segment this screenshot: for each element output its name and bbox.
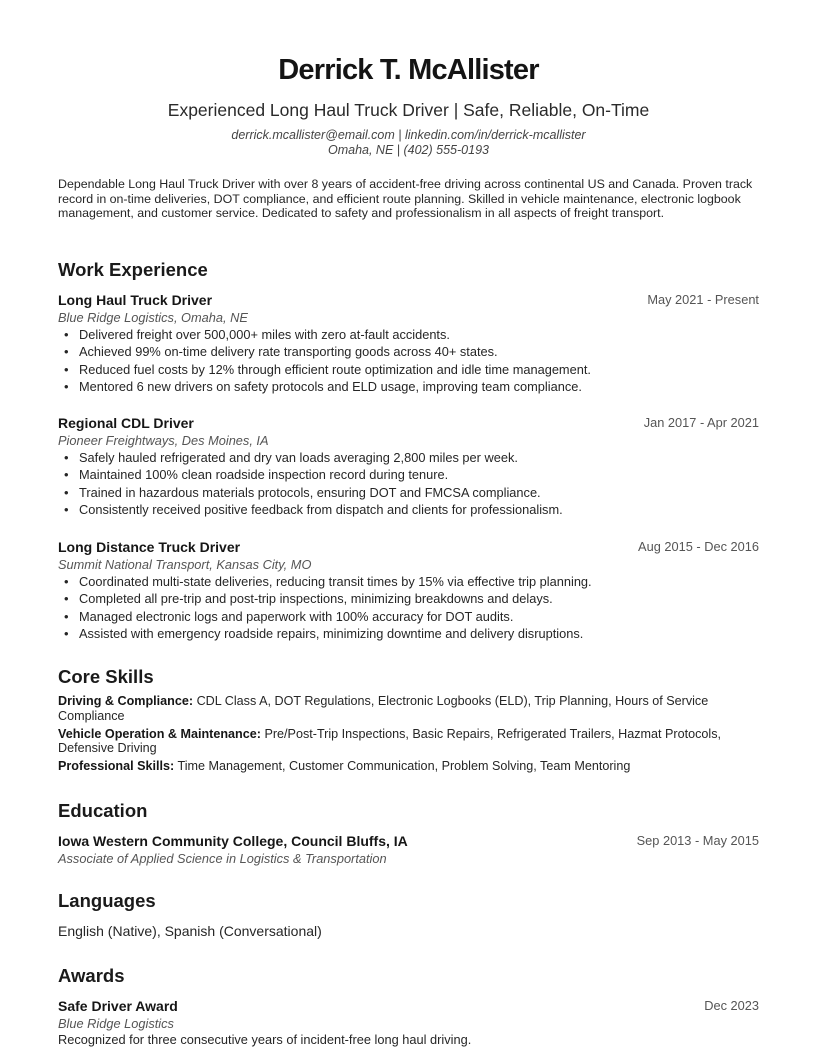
job-bullet: • Reduced fuel costs by 12% through efficient route optimization and idle time management. <box>58 361 759 378</box>
work-entry <box>58 291 759 395</box>
job-bullet: • Managed electronic logs and paperwork with 100% accuracy for DOT audits. <box>58 608 759 625</box>
skill-category: Vehicle Operation & Maintenance: <box>58 726 261 741</box>
skill-items: Pre/Post-Trip Inspections, Basic Repairs, Refrigerated Trailers, Hazmat Protocols, Defensive Driving <box>58 726 722 755</box>
contact-info <box>58 128 759 158</box>
skill-row <box>58 727 759 756</box>
professional-summary: Dependable Long Haul Truck Driver with over 8 years of accident-free driving across continental US and Canada. Proven track record in on-time deliveries, DOT compliance, and efficient route planning. Skilled in vehicle maintenance, electronic logbook management, and customer service. Dedicated to safety and professionalism in all aspects of freight transport. <box>58 177 753 220</box>
award-issuer: Blue Ridge Logistics <box>58 1016 174 1031</box>
job-title: Long Distance Truck Driver <box>58 539 241 555</box>
job-bullets <box>58 573 759 642</box>
education-dates: Sep 2013 - May 2015 <box>636 833 759 848</box>
headline: Experienced Long Haul Truck Driver | Safe, Reliable, On-Time <box>167 100 650 120</box>
job-dates: Jan 2017 - Apr 2021 <box>643 415 759 430</box>
skill-category: Professional Skills: <box>58 759 175 773</box>
job-bullet: • Consistently received positive feedback from dispatch and clients for professionalism. <box>58 501 759 518</box>
languages-list: English (Native), Spanish (Conversational) <box>58 923 322 939</box>
job-company: Summit National Transport, Kansas City, MO <box>58 557 312 572</box>
skill-category: Driving & Compliance: <box>58 694 194 708</box>
education-entry <box>58 832 759 867</box>
job-bullet: • Completed all pre-trip and post-trip inspections, minimizing breakdowns and delays. <box>58 590 759 607</box>
skill-row <box>58 694 759 723</box>
job-company: Blue Ridge Logistics, Omaha, NE <box>58 310 248 325</box>
skill-row <box>58 759 759 774</box>
job-dates: Aug 2015 - Dec 2016 <box>638 539 759 554</box>
job-bullet: • Delivered freight over 500,000+ miles with zero at-fault accidents. <box>58 326 759 343</box>
job-bullet: • Safely hauled refrigerated and dry van loads averaging 2,800 miles per week. <box>58 449 759 466</box>
resume-page <box>58 0 759 1056</box>
contact-line-location-phone: Omaha, NE | (402) 555-0193 <box>328 143 489 157</box>
job-bullet: • Assisted with emergency roadside repairs, minimizing downtime and delivery disruptions. <box>58 625 759 642</box>
skill-items: Time Management, Customer Communication, Problem Solving, Team Mentoring <box>177 759 631 773</box>
skills-list <box>58 694 759 777</box>
job-company: Pioneer Freightways, Des Moines, IA <box>58 433 269 448</box>
award-entry <box>58 997 759 1048</box>
contact-line-email-linkedin: derrick.mcallister@email.com | linkedin.com/in/derrick-mcallister <box>231 128 586 142</box>
job-bullet: • Trained in hazardous materials protocols, ensuring DOT and FMCSA compliance. <box>58 484 759 501</box>
job-bullets <box>58 326 759 395</box>
job-title: Regional CDL Driver <box>58 415 194 431</box>
section-title-work-experience: Work Experience <box>58 259 208 280</box>
candidate-name: Derrick T. McAllister <box>278 54 539 86</box>
award-date: Dec 2023 <box>704 998 759 1013</box>
award-title: Safe Driver Award <box>58 998 178 1014</box>
degree: Associate of Applied Science in Logistics & Transportation <box>58 851 387 866</box>
section-title-education: Education <box>58 800 148 821</box>
section-title-languages: Languages <box>58 890 156 911</box>
skill-items: CDL Class A, DOT Regulations, Electronic Logbooks (ELD), Trip Planning, Hours of Service Compliance <box>58 694 709 723</box>
award-description: Recognized for three consecutive years of incident-free long haul driving. <box>58 1032 472 1047</box>
job-bullet: • Mentored 6 new drivers on safety protocols and ELD usage, improving team compliance. <box>58 378 759 395</box>
work-entry <box>58 414 759 518</box>
job-bullet: • Achieved 99% on-time delivery rate transporting goods across 40+ states. <box>58 343 759 360</box>
job-dates: May 2021 - Present <box>647 292 759 307</box>
job-title: Long Haul Truck Driver <box>58 292 213 308</box>
section-title-awards: Awards <box>58 965 125 986</box>
section-title-core-skills: Core Skills <box>58 666 154 687</box>
school-name: Iowa Western Community College, Council Bluffs, IA <box>58 833 408 849</box>
job-bullet: • Coordinated multi-state deliveries, reducing transit times by 15% via effective trip planning. <box>58 573 759 590</box>
job-bullets <box>58 449 759 518</box>
job-bullet: • Maintained 100% clean roadside inspection record during tenure. <box>58 466 759 483</box>
work-entry <box>58 538 759 642</box>
